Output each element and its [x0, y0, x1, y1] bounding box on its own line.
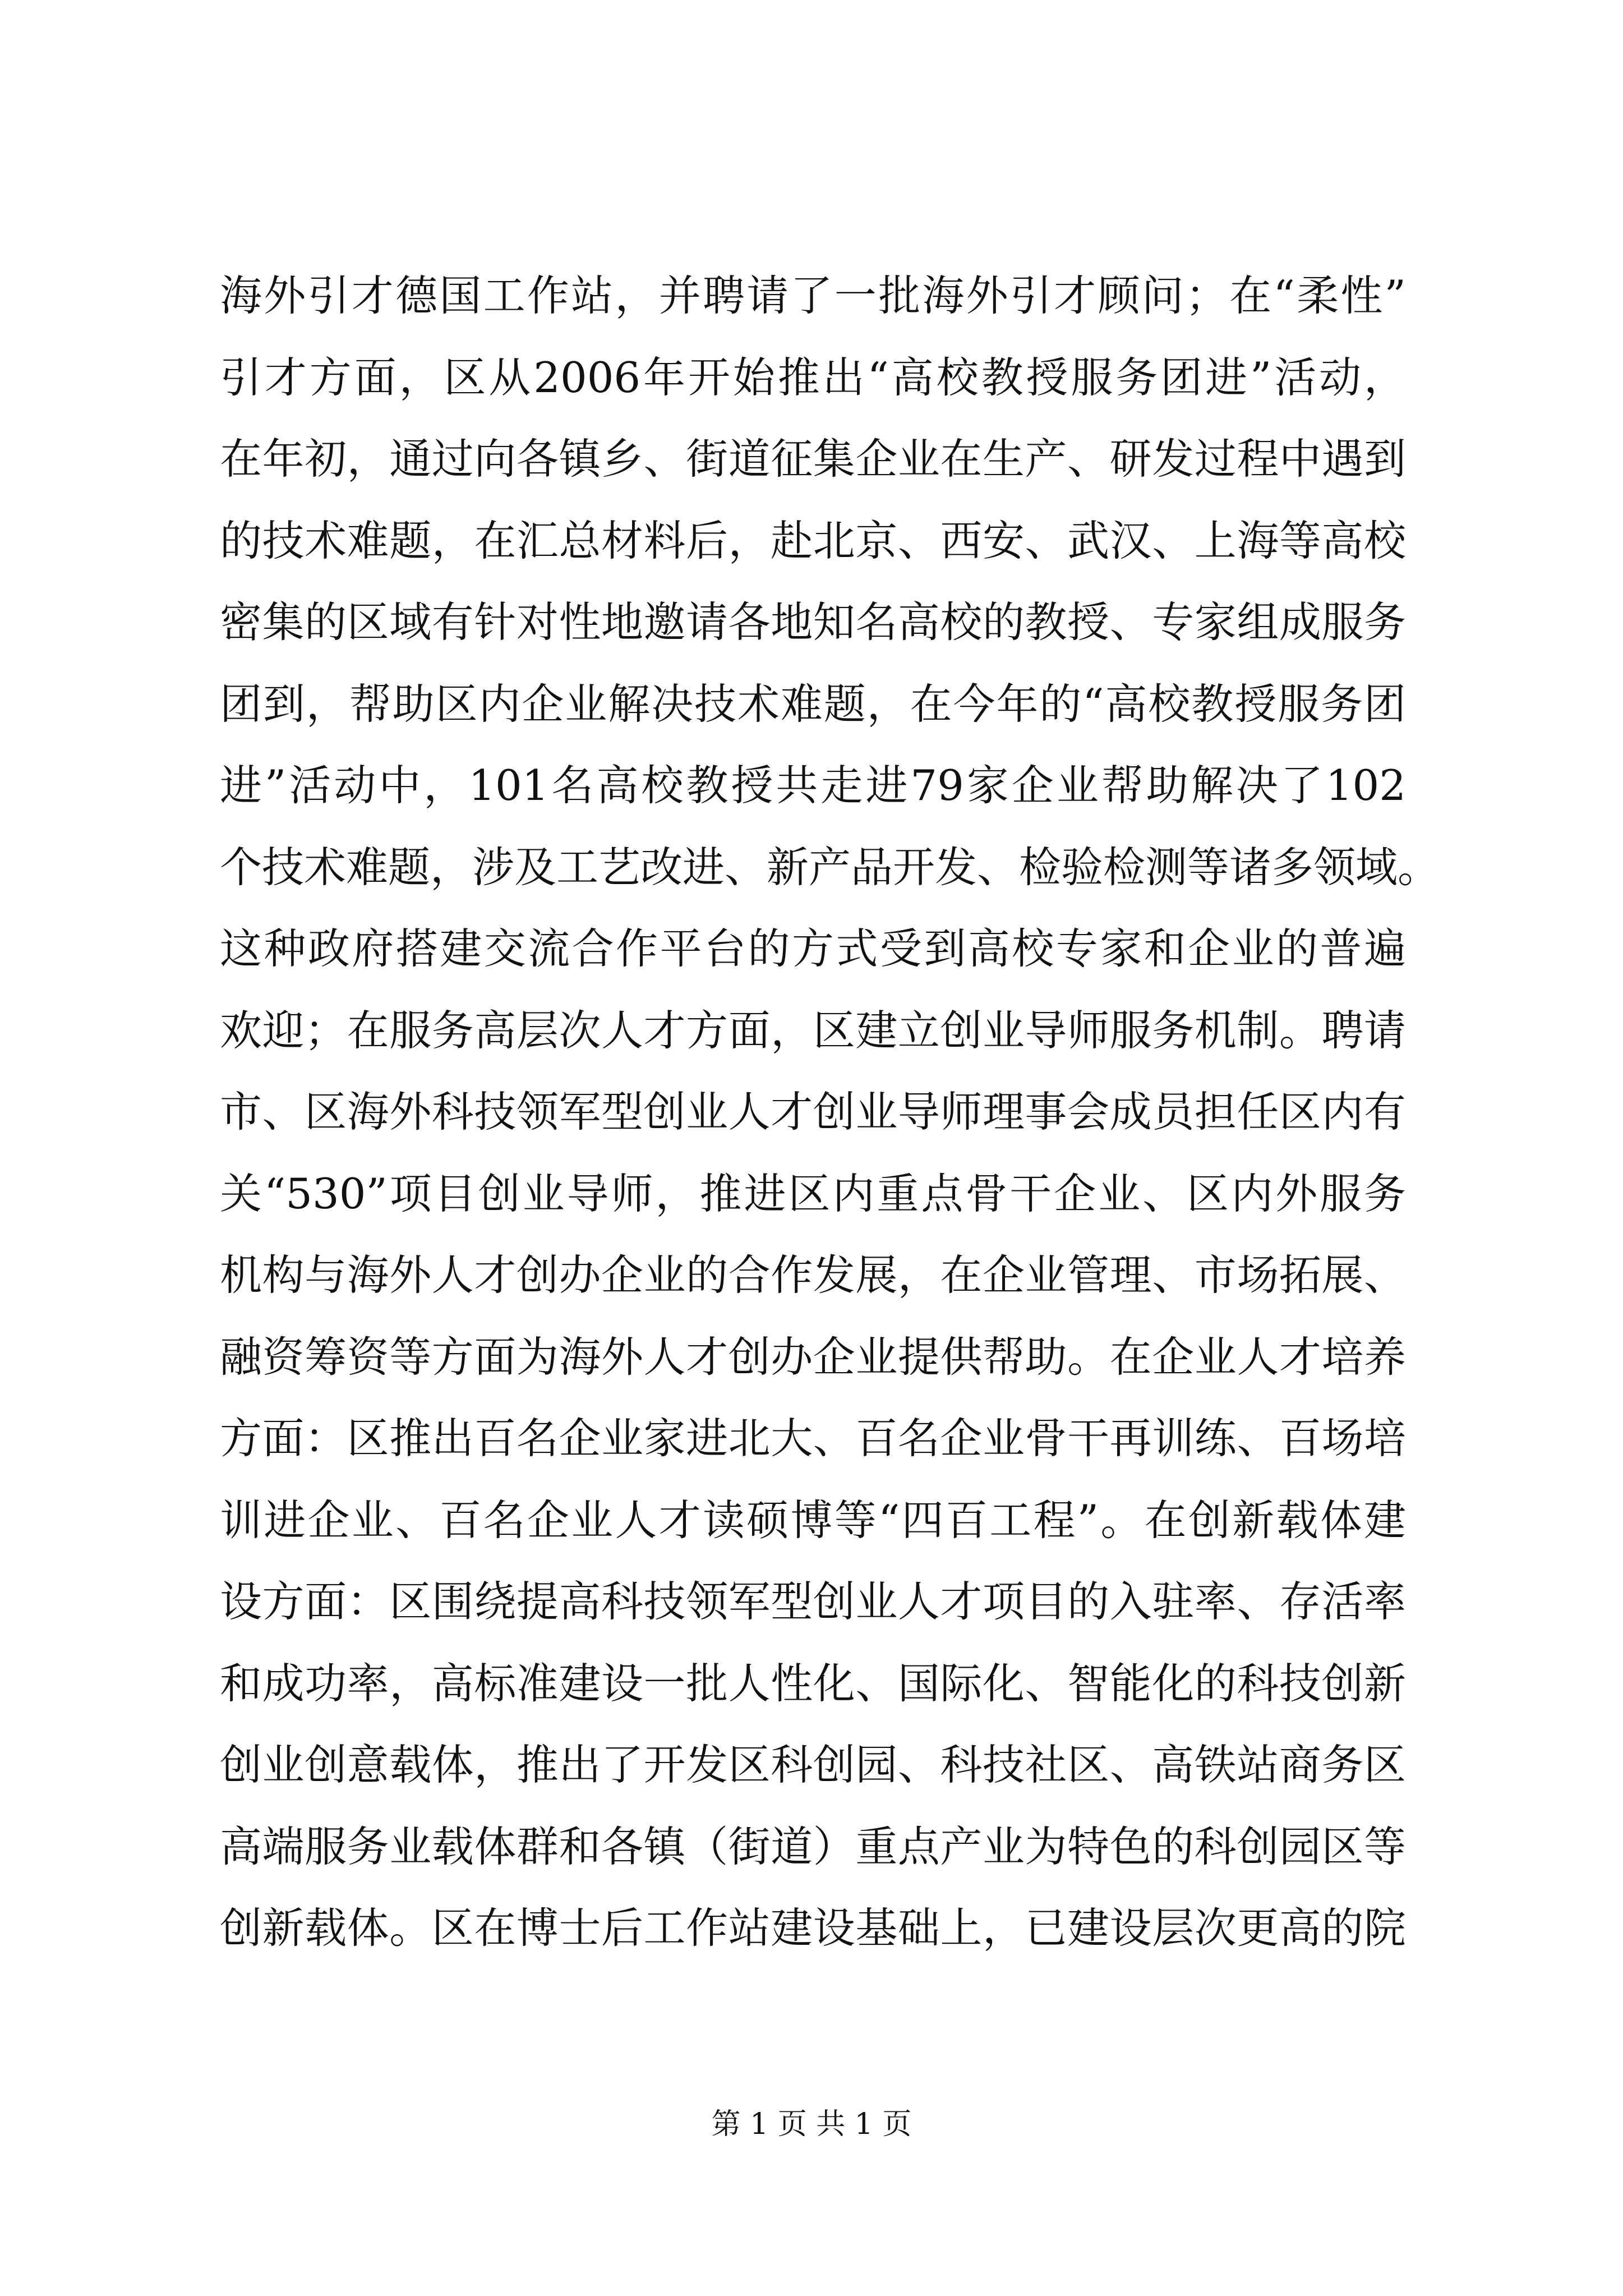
text-line: 和成功率，高标准建设一批人性化、国际化、智能化的科技创新 — [220, 1658, 1406, 1708]
text-line: 方面：区推出百名企业家进北大、百名企业骨干再训练、百场培 — [220, 1414, 1406, 1463]
text-line: 设方面：区围绕提高科技领军型创业人才项目的入驻率、存活率 — [220, 1577, 1406, 1626]
text-line: 欢迎；在服务高层次人才方面，区建立创业导师服务机制。聘请 — [220, 1005, 1406, 1055]
text-line: 的技术难题，在汇总材料后，赴北京、西安、武汉、上海等高校 — [220, 516, 1406, 565]
text-line: 引才方面，区从2006年开始推出“高校教授服务团进”活动， — [220, 352, 1406, 402]
text-line: 这种政府搭建交流合作平台的方式受到高校专家和企业的普遍 — [220, 924, 1406, 973]
text-line: 创新载体。区在博士后工作站建设基础上，已建设层次更高的院 — [220, 1903, 1406, 1953]
text-line: 进”活动中，101名高校教授共走进79家企业帮助解决了102 — [220, 761, 1406, 810]
text-line: 训进企业、百名企业人才读硕博等“四百工程”。在创新载体建 — [220, 1495, 1406, 1545]
text-line: 高端服务业载体群和各镇（街道）重点产业为特色的科创园区等 — [220, 1821, 1406, 1871]
text-line: 海外引才德国工作站，并聘请了一批海外引才顾问；在“柔性” — [220, 271, 1406, 320]
text-line: 团到，帮助区内企业解决技术难题，在今年的“高校教授服务团 — [220, 679, 1406, 729]
text-line: 市、区海外科技领军型创业人才创业导师理事会成员担任区内有 — [220, 1087, 1406, 1137]
text-line: 关“530”项目创业导师，推进区内重点骨干企业、区内外服务 — [220, 1168, 1406, 1218]
page-footer — [0, 2105, 1623, 2144]
text-line: 创业创意载体，推出了开发区科创园、科技社区、高铁站商务区 — [220, 1740, 1406, 1789]
page-number-label: 第 1 页 共 1 页 — [711, 2108, 912, 2141]
text-line: 在年初，通过向各镇乡、街道征集企业在生产、研发过程中遇到 — [220, 434, 1406, 484]
text-line: 机构与海外人才创办企业的合作发展，在企业管理、市场拓展、 — [220, 1250, 1406, 1300]
text-line: 密集的区域有针对性地邀请各地知名高校的教授、专家组成服务 — [220, 597, 1406, 647]
text-line: 个技术难题，涉及工艺改进、新产品开发、检验检测等诸多领域。 — [220, 842, 1440, 892]
text-line: 融资筹资等方面为海外人才创办企业提供帮助。在企业人才培养 — [220, 1332, 1406, 1382]
body-text — [220, 255, 1440, 1970]
